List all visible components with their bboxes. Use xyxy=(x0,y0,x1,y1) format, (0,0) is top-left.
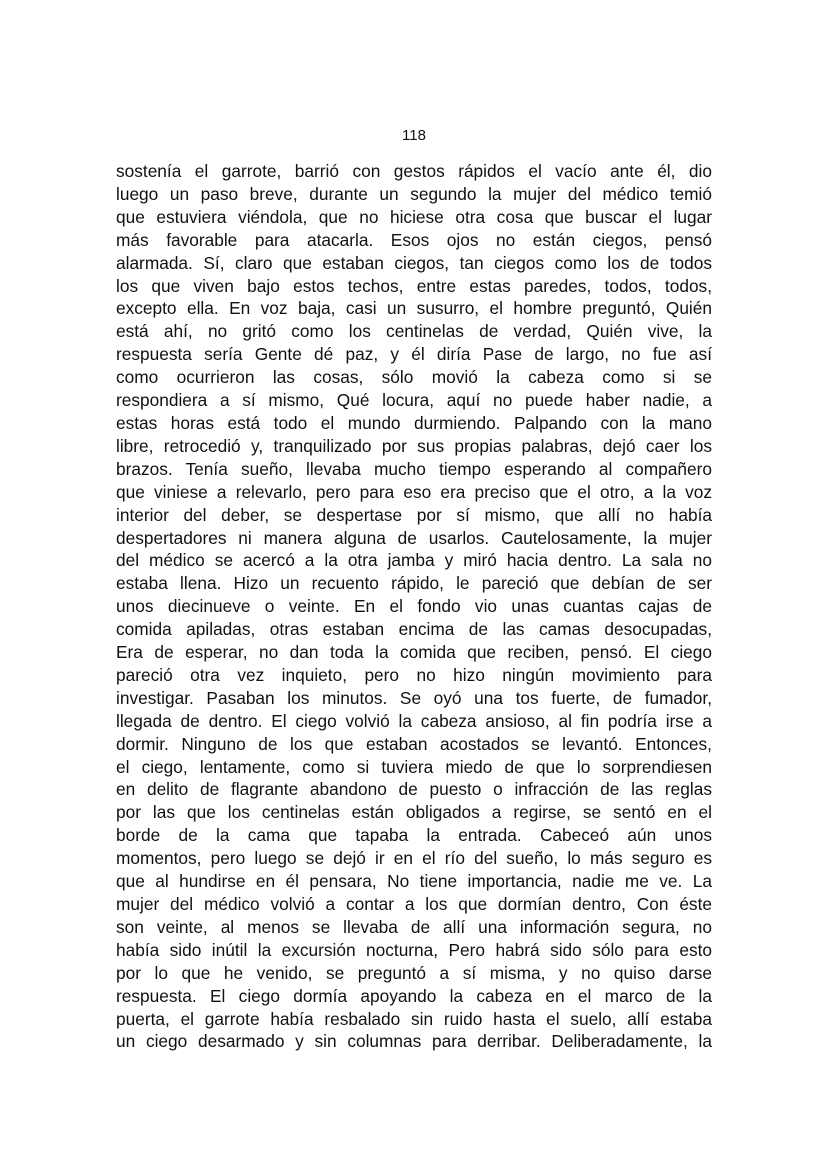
text-line: llegada de dentro. El ciego volvió la cabeza ansioso, al fin podría irse a xyxy=(116,710,712,731)
text-line: brazos. Tenía sueño, llevaba mucho tiempo esperando al compañero xyxy=(116,458,712,479)
text-line: Era de esperar, no dan toda la comida que reciben, pensó. El ciego xyxy=(116,642,712,663)
text-line: del médico se acercó a la otra jamba y miró hacia dentro. La sala no xyxy=(116,550,712,571)
text-line: respuesta sería Gente dé paz, y él diría Pase de largo, no fue así xyxy=(116,344,712,365)
text-line: mujer del médico volvió a contar a los que dormían dentro, Con éste xyxy=(116,894,712,914)
body-text xyxy=(116,160,712,1053)
text-line: estaba llena. Hizo un recuento rápido, le pareció que debían de ser xyxy=(116,573,712,594)
text-line: investigar. Pasaban los minutos. Se oyó una tos fuerte, de fumador, xyxy=(116,687,712,708)
text-line: unos diecinueve o veinte. En el fondo vio unas cuantas cajas de xyxy=(116,596,712,617)
text-line: son veinte, al menos se llevaba de allí una información segura, no xyxy=(116,916,712,937)
text-line: que viniese a relevarlo, pero para eso era preciso que el otro, a la voz xyxy=(116,481,712,502)
text-line: momentos, pero luego se dejó ir en el río del sueño, lo más seguro es xyxy=(116,848,712,869)
text-line: estas horas está todo el mundo durmiendo. Palpando con la mano xyxy=(116,412,712,433)
text-line: que al hundirse en él pensara, No tiene importancia, nadie me ve. La xyxy=(116,871,712,892)
text-line: libre, retrocedió y, tranquilizado por sus propias palabras, dejó caer los xyxy=(116,435,712,456)
text-line: está ahí, no gritó como los centinelas de verdad, Quién vive, la xyxy=(116,321,712,342)
text-line: por las que los centinelas están obligados a regirse, se sentó en el xyxy=(116,802,712,823)
text-line: más favorable para atacarla. Esos ojos no están ciegos, pensó xyxy=(116,229,712,250)
text-line: excepto ella. En voz baja, casi un susurro, el hombre preguntó, Quién xyxy=(116,298,712,319)
text-line: pareció otra vez inquieto, pero no hizo ningún movimiento para xyxy=(116,664,712,685)
text-line: borde de la cama que tapaba la entrada. Cabeceó aún unos xyxy=(116,825,712,846)
text-line: puerta, el garrote había resbalado sin ruido hasta el suelo, allí estaba xyxy=(116,1008,712,1029)
text-line: dormir. Ninguno de los que estaban acostados se levantó. Entonces, xyxy=(116,733,712,754)
page-number: 118 xyxy=(402,127,426,144)
text-line: como ocurrieron las cosas, sólo movió la cabeza como si se xyxy=(116,367,712,388)
text-line: interior del deber, se despertase por sí mismo, que allí no había xyxy=(116,504,712,525)
text-line: respondiera a sí mismo, Qué locura, aquí no puede haber nadie, a xyxy=(116,390,712,411)
text-line: había sido inútil la excursión nocturna, Pero habrá sido sólo para esto xyxy=(116,939,712,960)
text-line: el ciego, lentamente, como si tuviera miedo de que lo sorprendiesen xyxy=(116,756,712,777)
text-line: los que viven bajo estos techos, entre estas paredes, todos, todos, xyxy=(116,275,712,296)
text-line: en delito de flagrante abandono de puesto o infracción de las reglas xyxy=(116,779,712,800)
text-line: un ciego desarmado y sin columnas para derribar. Deliberadamente, la xyxy=(116,1031,712,1052)
text-line: comida apiladas, otras estaban encima de las camas desocupadas, xyxy=(116,619,712,640)
text-line: sostenía el garrote, barrió con gestos rápidos el vacío ante él, dio xyxy=(116,161,712,181)
text-line: alarmada. Sí, claro que estaban ciegos, tan ciegos como los de todos xyxy=(116,252,712,273)
text-line: que estuviera viéndola, que no hiciese otra cosa que buscar el lugar xyxy=(116,206,712,227)
text-line: por lo que he venido, se preguntó a sí misma, y no quiso darse xyxy=(116,962,712,983)
text-line: luego un paso breve, durante un segundo la mujer del médico temió xyxy=(116,183,712,204)
text-line: despertadores ni manera alguna de usarlos. Cautelosamente, la mujer xyxy=(116,527,712,548)
text-line: respuesta. El ciego dormía apoyando la cabeza en el marco de la xyxy=(116,985,712,1006)
